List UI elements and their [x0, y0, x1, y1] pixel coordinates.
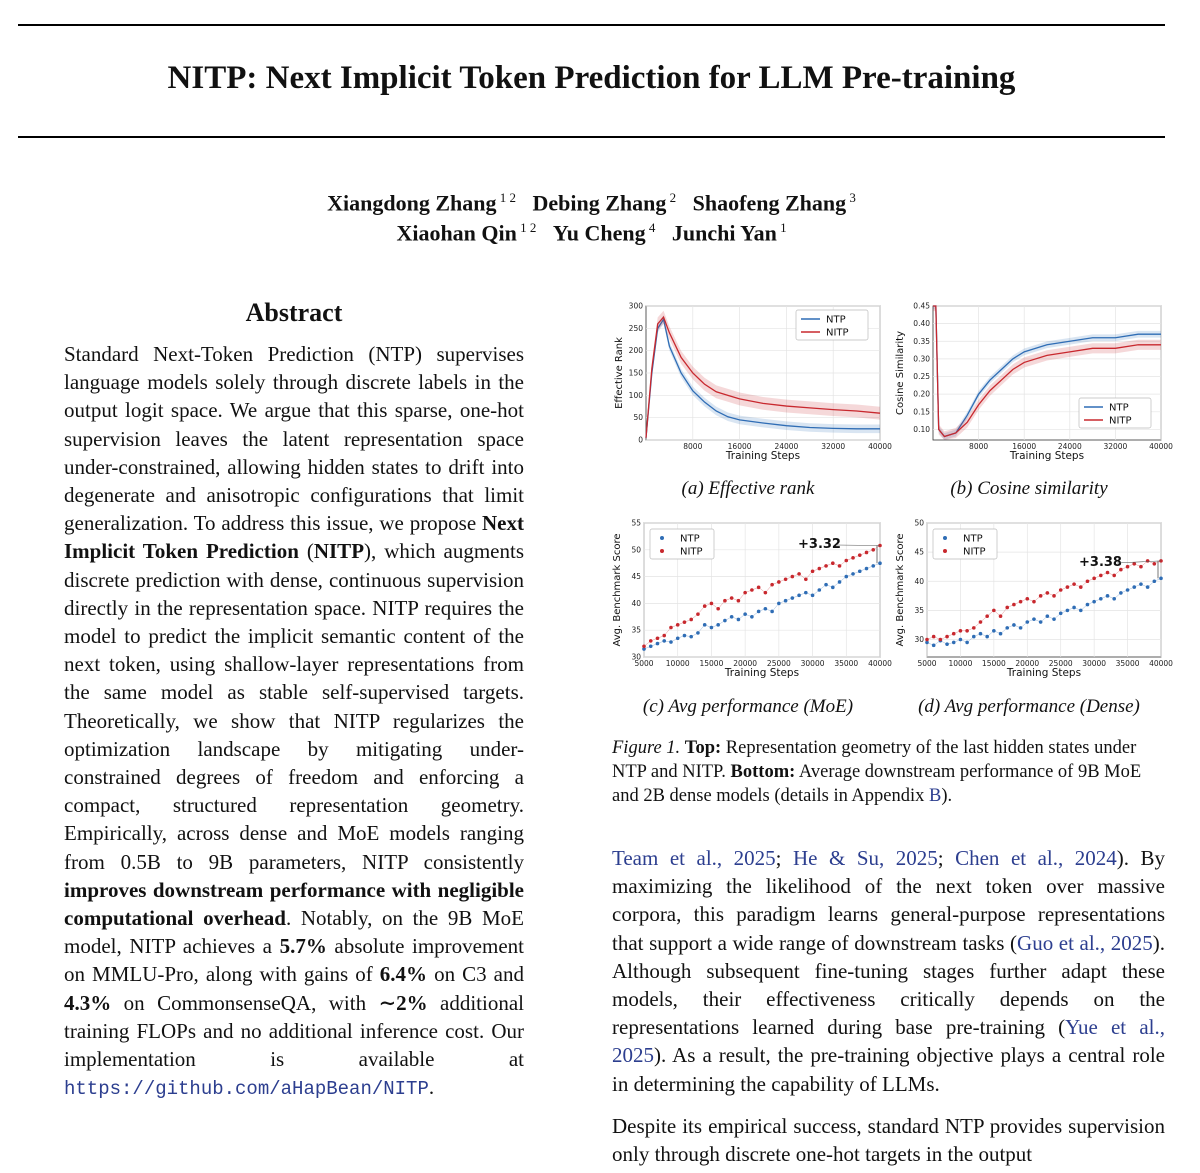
y-tick-label: 40: [914, 576, 924, 586]
x-tick-label: 40000: [868, 442, 892, 451]
citation-link[interactable]: He & Su, 2025: [793, 846, 938, 870]
data-point: [784, 577, 788, 581]
data-point: [965, 641, 969, 645]
data-point: [764, 607, 768, 611]
y-tick-label: 0.15: [913, 407, 930, 417]
data-point: [710, 602, 714, 606]
data-point: [992, 609, 996, 613]
data-point: [871, 564, 875, 568]
data-point: [797, 572, 801, 576]
data-point: [656, 642, 660, 646]
data-point: [1019, 626, 1023, 630]
data-point: [1072, 582, 1076, 586]
y-tick-label: 50: [914, 518, 924, 528]
y-tick-label: 300: [628, 301, 643, 311]
x-tick-label: 15000: [981, 659, 1006, 668]
data-point: [1099, 597, 1103, 601]
data-point: [777, 580, 781, 584]
author-name: Shaofeng Zhang: [692, 190, 847, 216]
data-point: [985, 614, 989, 618]
data-point: [689, 635, 693, 639]
x-tick-label: 20000: [1015, 659, 1040, 668]
data-point: [730, 615, 734, 619]
data-point: [818, 588, 822, 592]
y-tick-label: 50: [633, 413, 643, 423]
data-point: [716, 607, 720, 611]
x-tick-label: 24000: [774, 442, 799, 451]
gain-annotation: +3.38: [1079, 555, 1122, 570]
data-point: [1159, 577, 1163, 581]
y-axis-label: Cosine Similarity: [895, 330, 906, 416]
data-point: [683, 634, 687, 638]
data-point: [1153, 579, 1157, 583]
data-point: [791, 575, 795, 579]
data-point: [1005, 606, 1009, 610]
x-tick-label: 20000: [733, 659, 758, 668]
data-point: [999, 614, 1003, 618]
figure-caption: Figure 1. Top: Representation geometry of the last hidden states under NTP and NITP. Bottom: Average downstream performance of 9B MoE and 2B dense models (details in Appendix B).: [612, 738, 1142, 806]
data-point: [804, 591, 808, 595]
subcaption-d: (d) Avg performance (Dense): [918, 696, 1140, 717]
affiliation-marker: 1 2: [516, 220, 537, 235]
data-point: [797, 594, 801, 598]
data-point: [1119, 591, 1123, 595]
data-point: [932, 635, 936, 639]
y-axis-label: Avg. Benchmark Score: [612, 533, 623, 647]
data-point: [1012, 603, 1016, 607]
data-point: [1059, 588, 1063, 592]
data-point: [703, 604, 707, 608]
data-point: [818, 567, 822, 571]
data-point: [1025, 597, 1029, 601]
affiliation-marker: 2: [666, 190, 677, 205]
x-tick-label: 40000: [1149, 442, 1173, 451]
data-point: [865, 567, 869, 571]
data-point: [743, 591, 747, 595]
data-point: [1112, 574, 1116, 578]
data-point: [979, 632, 983, 636]
abstract-body: Standard Next-Token Prediction (NTP) supervises language models solely through discrete labels in the output logit space. We argue that this sparse, one-hot supervision leaves the latent representation space under-constrained, allowing hidden states to drift into degenerate and anisotropic configurations that limit generalization. To address this issue, we propose Next Implicit Token Prediction (NITP), which augments discrete prediction with dense, continuous supervision directly in the representation space. NITP requires the model to predict the implicit semantic content of the next token, using shallow-layer representations from the same model as stable self-supervised targets. Theoretically, we show that NITP regularizes the optimization landscape by mitigating under-constrained degrees of freedom and enforcing a compact, structured representation geometry. Empirically, across dense and MoE models ranging from 0.5B to 9B parameters, NITP consistently improves downstream performance with negligible computational overhead. Notably, on the 9B MoE model, NITP achieves a 5.7% absolute improvement on MMLU-Pro, along with gains of 6.4% on C3 and 4.3% on CommonsenseQA, with ∼2% additional training FLOPs and no additional inference cost. Our implementation is available at https://github.com/aHapBean/NITP.: [64, 342, 525, 1101]
legend-label: NITP: [963, 546, 986, 558]
data-point: [1153, 562, 1157, 566]
y-tick-label: 0: [638, 435, 643, 445]
x-axis-label: Training Steps: [1009, 450, 1085, 462]
data-point: [683, 620, 687, 624]
data-point: [669, 626, 673, 630]
data-point: [1066, 609, 1070, 613]
y-tick-label: 0.30: [913, 354, 930, 364]
data-point: [1092, 577, 1096, 581]
x-tick-label: 25000: [766, 659, 791, 668]
citation-link[interactable]: Chen et al., 2024: [955, 846, 1117, 870]
data-point: [757, 586, 761, 590]
y-axis-label: Effective Rank: [614, 337, 625, 409]
data-point: [649, 644, 653, 648]
x-tick-label: 40000: [868, 659, 892, 668]
y-tick-label: 0.45: [913, 301, 930, 311]
data-point: [750, 615, 754, 619]
x-tick-label: 16000: [727, 442, 752, 451]
data-point: [1039, 594, 1043, 598]
data-point: [649, 639, 653, 643]
data-point: [1012, 623, 1016, 627]
data-point: [844, 559, 848, 563]
x-tick-label: 35000: [834, 659, 859, 668]
author-name: Xiangdong Zhang: [327, 190, 497, 216]
x-tick-label: 15000: [699, 659, 724, 668]
legend-swatch: [660, 536, 664, 540]
data-point: [737, 618, 741, 622]
subcaption-c: (c) Avg performance (MoE): [642, 696, 854, 717]
data-point: [831, 561, 835, 565]
y-tick-label: 0.40: [913, 319, 930, 329]
data-point: [952, 641, 956, 645]
data-point: [1106, 594, 1110, 598]
appendix-link[interactable]: B: [929, 786, 942, 806]
y-tick-label: 40: [631, 598, 641, 608]
chart-avg-performance-moe: [610, 515, 892, 685]
data-point: [696, 612, 700, 616]
data-point: [710, 626, 714, 630]
citation-link[interactable]: Team et al., 2025: [612, 846, 776, 870]
data-point: [642, 644, 646, 648]
data-point: [757, 610, 761, 614]
author-name: Xiaohan Qin: [396, 220, 517, 246]
x-tick-label: 30000: [1082, 659, 1107, 668]
data-point: [878, 561, 882, 565]
data-point: [965, 629, 969, 633]
data-point: [1086, 579, 1090, 583]
data-point: [1126, 588, 1130, 592]
y-tick-label: 35: [914, 605, 924, 615]
legend-label: NITP: [1109, 415, 1132, 427]
legend-label: NITP: [680, 546, 703, 558]
data-point: [824, 583, 828, 587]
author-name: Yu Cheng: [552, 220, 646, 246]
x-tick-label: 5000: [917, 659, 937, 668]
data-point: [1052, 594, 1056, 598]
data-point: [959, 638, 963, 642]
y-tick-label: 100: [628, 390, 643, 400]
affiliation-marker: 1: [776, 220, 787, 235]
data-point: [1139, 565, 1143, 569]
body-paragraph: Team et al., 2025; He & Su, 2025; Chen et al., 2024). By maximizing the likelihood of the next token over massive corpora, this paradigm learns general-purpose representations that support a wide range of downstream tasks (Guo et al., 2025). Although subsequent fine-tuning stages further adapt these models, their effectiveness critically depends on the representations learned during base pre-training (Yue et al., 2025). As a result, the pre-training objective plays a central role in determining the capability of LLMs.: [612, 846, 1166, 1096]
data-point: [838, 580, 842, 584]
data-point: [824, 564, 828, 568]
y-tick-label: 0.25: [913, 372, 930, 382]
data-point: [1112, 597, 1116, 601]
data-point: [865, 551, 869, 555]
legend-label: NTP: [963, 533, 983, 545]
body-paragraph: Despite its empirical success, standard NTP provides supervision only through discrete one-hot targets in the output: [612, 1114, 1165, 1167]
data-point: [838, 564, 842, 568]
data-point: [851, 572, 855, 576]
x-tick-label: 32000: [1103, 442, 1128, 451]
abstract-heading: Abstract: [245, 298, 343, 327]
legend-label: NTP: [826, 314, 846, 326]
data-point: [1039, 620, 1043, 624]
data-point: [979, 620, 983, 624]
data-point: [939, 638, 943, 642]
subcaption-a: (a) Effective rank: [681, 478, 815, 499]
gain-annotation: +3.32: [798, 537, 841, 552]
data-point: [1132, 585, 1136, 589]
y-tick-label: 250: [628, 323, 643, 333]
x-tick-label: 24000: [1057, 442, 1082, 451]
data-point: [831, 586, 835, 590]
y-tick-label: 0.35: [913, 336, 930, 346]
y-tick-label: 50: [631, 545, 641, 555]
data-point: [1005, 626, 1009, 630]
data-point: [784, 599, 788, 603]
repo-link[interactable]: https://github.com/aHapBean/NITP: [64, 1078, 429, 1101]
x-axis-label: Training Steps: [1006, 667, 1082, 679]
top-rule: [18, 24, 1165, 26]
data-point: [1099, 574, 1103, 578]
data-point: [972, 635, 976, 639]
y-tick-label: 30: [631, 652, 641, 662]
legend-swatch: [943, 549, 947, 553]
data-point: [1146, 585, 1150, 589]
data-point: [689, 618, 693, 622]
x-tick-label: 5000: [634, 659, 654, 668]
paper-title: NITP: Next Implicit Token Prediction for LLM Pre-training: [167, 60, 1016, 96]
y-tick-label: 0.20: [913, 389, 930, 399]
chart-effective-rank: [610, 298, 892, 468]
title-rule: [18, 136, 1165, 138]
subcaption-b: (b) Cosine similarity: [950, 478, 1108, 499]
data-point: [1086, 603, 1090, 607]
affiliation-marker: 3: [846, 190, 856, 205]
y-tick-label: 55: [631, 518, 641, 528]
x-tick-label: 35000: [1115, 659, 1140, 668]
data-point: [1079, 609, 1083, 613]
data-point: [1106, 571, 1110, 575]
y-tick-label: 30: [914, 635, 924, 645]
chart-cosine-similarity: [893, 298, 1173, 468]
x-tick-label: 16000: [1012, 442, 1037, 451]
data-point: [770, 583, 774, 587]
data-point: [858, 569, 862, 573]
data-point: [992, 629, 996, 633]
y-tick-label: 35: [631, 625, 641, 635]
affiliation-marker: 4: [645, 220, 656, 235]
data-point: [723, 599, 727, 603]
data-point: [764, 591, 768, 595]
data-point: [811, 594, 815, 598]
data-point: [1092, 600, 1096, 604]
data-point: [737, 599, 741, 603]
data-point: [716, 623, 720, 627]
x-axis-label: Training Steps: [725, 450, 801, 462]
author-name: Junchi Yan: [671, 220, 777, 246]
data-point: [770, 610, 774, 614]
data-point: [1066, 585, 1070, 589]
data-point: [656, 636, 660, 640]
data-point: [1032, 617, 1036, 621]
data-point: [925, 638, 929, 642]
author-name: Debing Zhang: [532, 190, 667, 216]
author-list: [0, 190, 1183, 216]
data-point: [1072, 606, 1076, 610]
author-list: [0, 220, 1183, 246]
citation-link[interactable]: Guo et al., 2025: [1017, 930, 1153, 955]
y-tick-label: 45: [631, 572, 641, 582]
data-point: [791, 596, 795, 600]
data-point: [777, 602, 781, 606]
data-point: [945, 635, 949, 639]
y-axis-label: Avg. Benchmark Score: [895, 533, 906, 647]
data-point: [1025, 620, 1029, 624]
data-point: [743, 612, 747, 616]
legend-label: NITP: [826, 327, 849, 339]
data-point: [945, 642, 949, 646]
data-point: [730, 596, 734, 600]
data-point: [750, 588, 754, 592]
legend-swatch: [660, 549, 664, 553]
x-tick-label: 10000: [948, 659, 973, 668]
data-point: [804, 577, 808, 581]
data-point: [858, 553, 862, 557]
affiliation-marker: 1 2: [496, 190, 516, 205]
data-point: [696, 631, 700, 635]
x-tick-label: 8000: [969, 442, 989, 451]
x-tick-label: 32000: [821, 442, 846, 451]
y-tick-label: 150: [628, 368, 643, 378]
data-point: [871, 548, 875, 552]
data-point: [959, 629, 963, 633]
data-point: [676, 623, 680, 627]
data-point: [1046, 614, 1050, 618]
data-point: [723, 619, 727, 623]
data-point: [703, 623, 707, 627]
data-point: [1046, 591, 1050, 595]
y-tick-label: 0.10: [913, 424, 930, 434]
data-point: [1079, 585, 1083, 589]
data-point: [662, 634, 666, 638]
chart-avg-performance-dense: [893, 515, 1173, 685]
x-tick-label: 40000: [1149, 659, 1173, 668]
legend-swatch: [943, 536, 947, 540]
data-point: [1019, 600, 1023, 604]
data-point: [662, 639, 666, 643]
data-point: [1052, 617, 1056, 621]
x-tick-label: 10000: [665, 659, 690, 668]
data-point: [844, 575, 848, 579]
data-point: [972, 626, 976, 630]
data-point: [932, 644, 936, 648]
data-point: [985, 635, 989, 639]
legend-label: NTP: [680, 533, 700, 545]
data-point: [1126, 565, 1130, 569]
data-point: [952, 632, 956, 636]
x-tick-label: 30000: [800, 659, 825, 668]
data-point: [1032, 600, 1036, 604]
y-tick-label: 200: [628, 346, 643, 356]
data-point: [851, 556, 855, 560]
data-point: [1059, 612, 1063, 616]
x-tick-label: 8000: [683, 442, 703, 451]
data-point: [1146, 559, 1150, 563]
data-point: [676, 636, 680, 640]
x-tick-label: 25000: [1048, 659, 1073, 668]
data-point: [999, 632, 1003, 636]
data-point: [669, 640, 673, 644]
legend-label: NTP: [1109, 402, 1129, 414]
data-point: [1139, 582, 1143, 586]
y-tick-label: 45: [914, 547, 924, 557]
citation-link[interactable]: Yue et al., 2025: [612, 1015, 1165, 1068]
x-axis-label: Training Steps: [724, 667, 800, 679]
data-point: [811, 569, 815, 573]
